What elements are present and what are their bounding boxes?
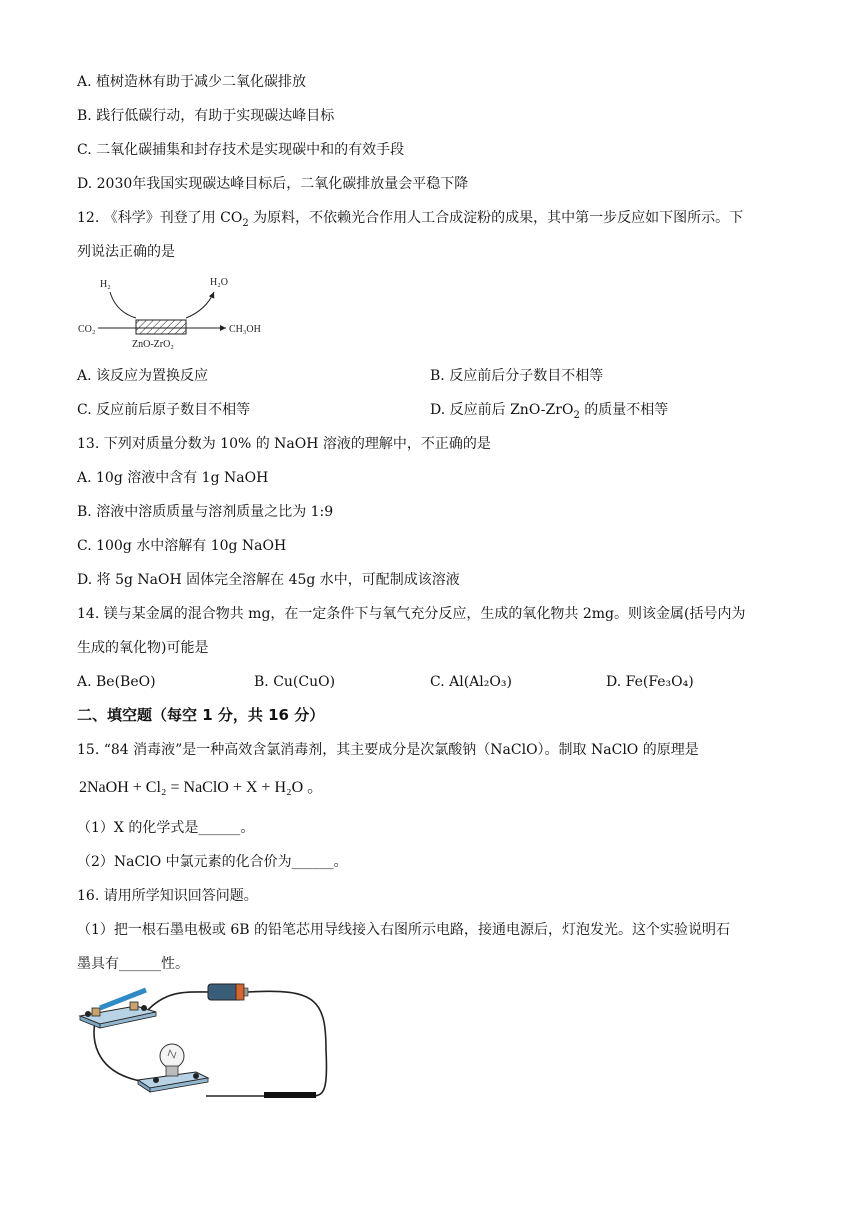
battery (208, 984, 248, 1000)
q15-sub1: （1）X 的化学式是______。 (77, 820, 255, 836)
q12-option-c: C. 反应前后原子数目不相等 (77, 402, 251, 418)
section2-heading: 二、填空题（每空 1 分，共 16 分） (77, 706, 325, 724)
q13-stem: 13. 下列对质量分数为 10% 的 NaOH 溶液的理解中，不正确的是 (77, 436, 491, 452)
q16-stem: 16. 请用所学知识回答问题。 (77, 888, 258, 904)
q14-option-d: D. Fe(Fe₃O₄) (606, 674, 694, 690)
diagram-co2-label: CO₂ (78, 324, 96, 335)
q11-option-d: D. 2030年我国实现碳达峰目标后，二氧化碳排放量会平稳下降 (77, 176, 469, 192)
q12-option-d: D. 反应前后 ZnO-ZrO$_2$ 的质量不相等 (430, 402, 669, 421)
q13-option-a: A. 10g 溶液中含有 1g NaOH (77, 470, 269, 486)
q12-option-b: B. 反应前后分子数目不相等 (430, 368, 604, 384)
catalyst-box (136, 320, 186, 334)
q13-option-c: C. 100g 水中溶解有 10g NaOH (77, 538, 287, 554)
q11-option-c: C. 二氧化碳捕集和封存技术是实现碳中和的有效手段 (77, 142, 405, 158)
diagram-catalyst-label: ZnO-ZrO₂ (132, 339, 174, 350)
q15-equation: 2NaOH + Cl₂ = NaClO + X + H₂O 。 (79, 779, 324, 796)
q14-stem-line1: 14. 镁与某金属的混合物共 mg，在一定条件下与氧气充分反应，生成的氧化物共 2mg。则该金属(括号内为 (77, 606, 746, 622)
q14-option-c: C. Al(Al₂O₃) (430, 674, 512, 690)
q12-stem-line1: 12. 《科学》刊登了用 $CO_2$ 为原料，不依赖光合作用人工合成淀粉的成果，其中第一步反应如下图所示。下 (77, 210, 744, 229)
diagram-h2-label: H₂ (100, 279, 111, 290)
q15-sub2: （2）NaClO 中氯元素的化合价为______。 (77, 854, 348, 870)
q14-option-a: A. Be(BeO) (77, 674, 156, 690)
graphite-rod (264, 1092, 316, 1098)
q15-stem: 15. “84 消毒液”是一种高效含氯消毒剂，其主要成分是次氯酸钠（NaClO）。制取 NaClO 的原理是 (77, 742, 699, 758)
q14-stem-line2: 生成的氧化物)可能是 (77, 640, 209, 656)
q12-option-a: A. 该反应为置换反应 (77, 368, 209, 384)
q11-option-a: A. 植树造林有助于减少二氧化碳排放 (77, 74, 307, 90)
q13-option-d: D. 将 5g NaOH 固体完全溶解在 45g 水中，可配制成该溶液 (77, 572, 460, 588)
reaction-diagram (76, 270, 276, 354)
q16-sub1-line1: （1）把一根石墨电极或 6B 的铅笔芯用导线接入右图所示电路，接通电源后，灯泡发光。这个实验说明石 (77, 922, 731, 938)
switch (80, 990, 156, 1028)
q14-option-b: B. Cu(CuO) (254, 674, 336, 690)
q13-option-b: B. 溶液中溶质质量与溶剂质量之比为 1:9 (77, 504, 334, 520)
diagram-ch3oh-label: CH₃OH (229, 324, 261, 335)
q12-stem-line2: 列说法正确的是 (77, 244, 175, 260)
circuit-diagram (76, 980, 346, 1110)
bulb (138, 1044, 208, 1092)
q11-option-b: B. 践行低碳行动，有助于实现碳达峰目标 (77, 108, 335, 124)
diagram-h2o-label: H₂O (210, 277, 228, 288)
q16-sub1-line2: 墨具有______性。 (77, 956, 189, 972)
